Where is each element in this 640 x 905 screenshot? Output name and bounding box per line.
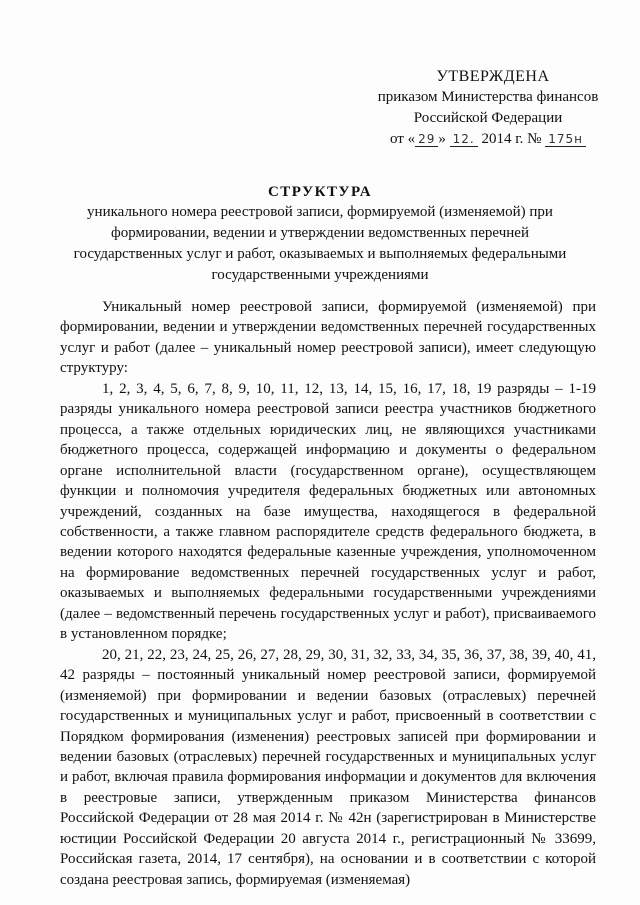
year-text: 2014 г. №: [481, 131, 542, 147]
handwritten-day: 29: [415, 132, 438, 147]
document-title: СТРУКТУРА: [267, 184, 373, 200]
approval-order-line: приказом Министерства финансов: [377, 89, 599, 105]
approval-title: УТВЕРЖДЕНА: [436, 68, 550, 85]
approval-ministry-line: Российской Федерации: [413, 110, 563, 126]
date-mid: »: [438, 131, 446, 147]
body-paragraph-digits-1-19: 1, 2, 3, 4, 5, 6, 7, 8, 9, 10, 11, 12, 13, 14, 15, 16, 17, 18, 19 разряды – 1-19 разряды уникального номера реестровой записи реестра участников бюджетного процесса, а также отдельных юридических лиц, не являющихся участниками бюджетного процесса, содержащей информацию и документы о федеральном органе исполнительной власти (государственном органе), осуществляющем функции и полномочия учредителя федеральных бюджетных или автономных учреждений, созданных на базе имущества, находящегося в федеральной собственности, а также главном распорядителе средств федерального бюджета, в ведении которого находятся федеральные казенные учреждения, уполномоченном на формирование ведомственных перечней государственных услуг и работ, оказываемых и выполняемых федеральными государственными учреждениями (далее – ведомственный перечень государственных услуг и работ), присваиваемого в установленном порядке;: [60, 380, 596, 643]
document-subtitle: уникального номера реестровой записи, формируемой (изменяемой) при формировании, ведении и утверждении ведомственных перечней государственных услуг и работ, оказываемых и выполняемых федеральными государственными учреждениями: [73, 204, 567, 283]
approval-date-line: [368, 129, 608, 150]
date-prefix: от «: [389, 131, 416, 147]
approval-stamp: [368, 66, 608, 150]
handwritten-month: 12.: [450, 132, 478, 147]
handwritten-order-number: 175н: [545, 132, 586, 147]
body-paragraph-intro: Уникальный номер реестровой записи, формируемой (изменяемой) при формировании, ведении и утверждении ведомственных перечней государственных услуг и работ (далее – уникальный номер реестровой записи), имеет следующую структуру:: [60, 299, 596, 377]
body-paragraph-digits-20-42: 20, 21, 22, 23, 24, 25, 26, 27, 28, 29, 30, 31, 32, 33, 34, 35, 36, 37, 38, 39, 40, 41, 42 разряды – постоянный уникальный номер реестровой записи, формируемой (изменяемой) при формировании и ведении базовых (отраслевых) перечней государственных и муниципальных услуг и работ, присвоенный в соответствии с Порядком формирования (изменения) реестровых записей при формировании и ведении базовых (отраслевых) перечней государственных и муниципальных услуг и работ, включая правила формирования информации и документов для включения в реестровые записи, утвержденным приказом Министерства финансов Российской Федерации от 28 мая 2014 г. № 42н (зарегистрирован в Министерстве юстиции Российской Федерации 20 августа 2014 г., регистрационный № 33699, Российская газета, 2014, 17 сентября), на основании и в соответствии с которой создана реестровая запись, формируемая (изменяемая): [60, 646, 596, 888]
document-body: [60, 297, 596, 890]
